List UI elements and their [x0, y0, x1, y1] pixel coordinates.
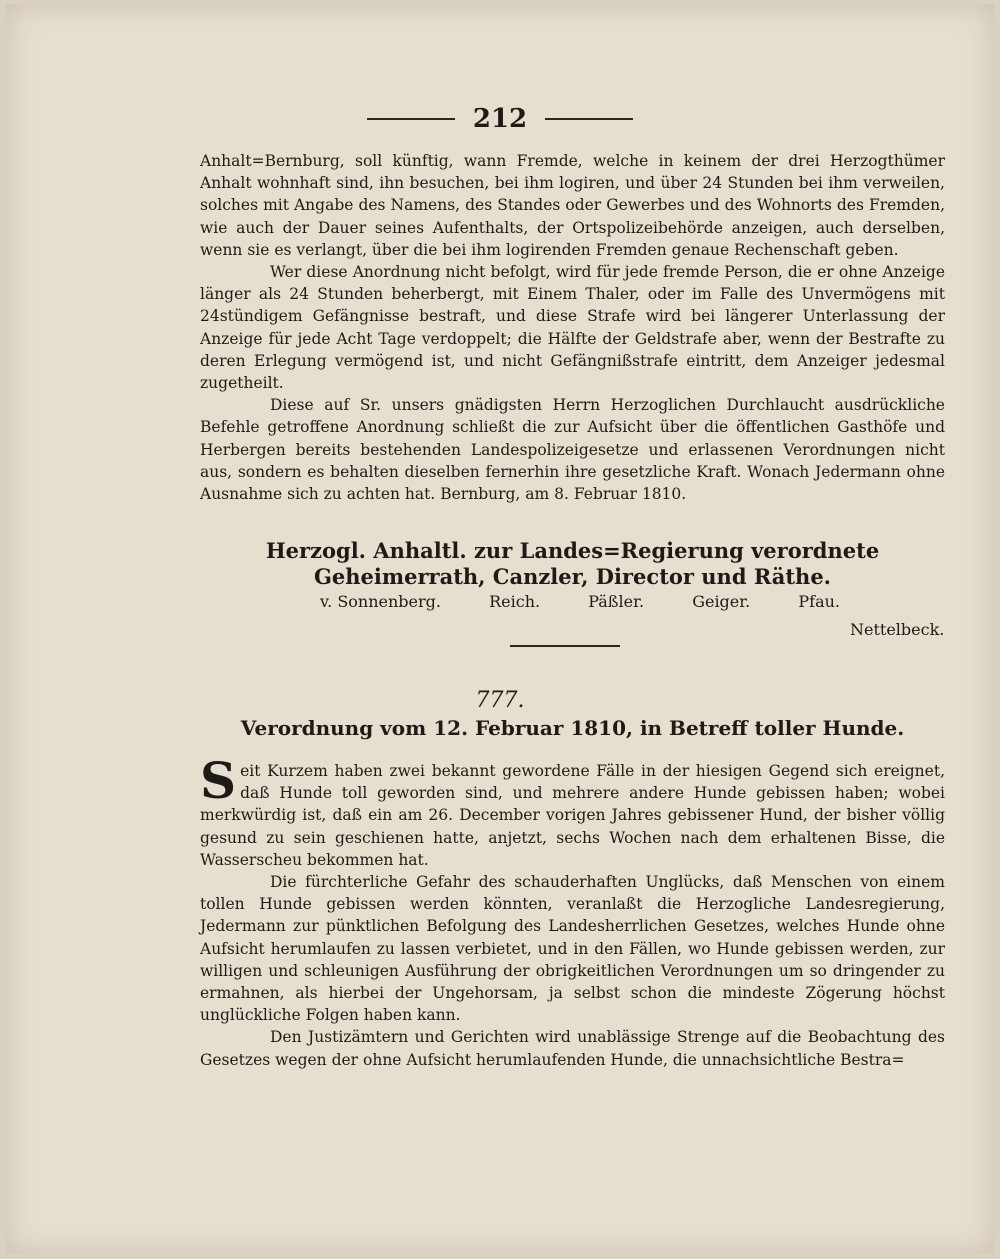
- header-rule-right: [545, 118, 633, 120]
- paragraph-text: eit Kurzem haben zwei bekannt gewordene Fälle in der hiesigen Gegend sich ereignet, daß Hunde toll geworden sind, und mehrere andere Hunde gebissen haben; wobei merkwürdig ist, daß ein am 26. December vorigen Jahres gebissener Hund, der bisher völlig gesund zu sein geschienen hatte, anjetzt, sechs Wochen nach dem erhaltenen Bisse, die Wasserscheu bekommen hat.: [200, 762, 945, 869]
- signer-list: [320, 592, 840, 611]
- signer-name: Pfau.: [798, 592, 840, 611]
- signature-title: Herzogl. Anhaltl. zur Landes=Regierung verordnete Geheimerrath, Canzler, Director und Räthe.: [265, 538, 880, 589]
- section-continued: [200, 150, 945, 505]
- paragraph: Wer diese Anordnung nicht befolgt, wird für jede fremde Person, die er ohne Anzeige länger als 24 Stunden beherbergt, mit Einem Thaler, oder im Falle des Unvermögens mit 24stündigem Gefängnisse bestraft, und diese Strafe wird bei längerer Unterlassung der Anzeige für jede Acht Tage verdoppelt; die Hälfte der Geldstrafe aber, wenn der Bestrafte zu deren Erlegung vermögend ist, und nicht Gefängnißstrafe eintritt, dem Anzeiger jedesmal zugetheilt.: [200, 263, 945, 393]
- section-divider: [510, 645, 620, 647]
- ordinance-body: [200, 751, 945, 1071]
- paragraph: [200, 751, 945, 871]
- paragraph: Den Justizämtern und Gerichten wird unablässige Strenge auf die Beobachtung des Gesetzes wegen der ohne Aufsicht herumlaufenden Hunde, die unnachsichtliche Bestra=: [200, 1028, 945, 1069]
- paragraph: Die fürchterliche Gefahr des schauderhaften Unglücks, daß Menschen von einem tollen Hunde gebissen werden könnten, veranlaßt die Herzogliche Landesregierung, Jedermann zur pünktlichen Befolgung des Landesherrlichen Gesetzes, welches Hunde ohne Aufsicht herumlaufen zu lassen verbietet, und in den Fällen, wo Hunde gebissen werden, zur willigen und schleunigen Ausführung der obrigkeitlichen Verordnungen um so dringender zu ermahnen, als hierbei der Ungehorsam, ja selbst schon die mindeste Zögerung höchst unglückliche Folgen haben kann.: [200, 873, 945, 1025]
- page-header: [0, 104, 1000, 134]
- paragraph: Anhalt=Bernburg, soll künftig, wann Fremde, welche in keinem der drei Herzogthümer Anhalt wohnhaft sind, ihn besuchen, bei ihm logiren, und über 24 Stunden bei ihm verweilen, solches mit Angabe des Namens, des Standes oder Gewerbes und des Wohnorts des Fremden, wie auch der Dauer seines Aufenthalts, der Ortspolizeibehörde anzeigen, auch derselben, wenn sie es verlangt, über die bei ihm logirenden Fremden genaue Rechenschaft geben.: [200, 152, 945, 259]
- page-number: 212: [472, 104, 528, 134]
- header-rule-left: [367, 118, 455, 120]
- signer-name: v. Sonnenberg.: [320, 592, 441, 611]
- signer-name: Reich.: [489, 592, 541, 611]
- signer-name: Geiger.: [692, 592, 751, 611]
- drop-cap: S: [200, 751, 237, 810]
- signer-name: Päßler.: [588, 592, 645, 611]
- ordinance-number: 777.: [475, 688, 525, 713]
- signer-name-last: Nettelbeck.: [850, 620, 945, 639]
- paragraph: Diese auf Sr. unsers gnädigsten Herrn Herzoglichen Durchlaucht ausdrückliche Befehle getroffene Anordnung schließt die zur Aufsicht über die öffentlichen Gasthöfe und Herbergen bereits bestehenden Landespolizeigesetze und erlassenen Verordnungen nicht aus, sondern es behalten dieselben fernerhin ihre gesetzliche Kraft. Wonach Jedermann ohne Ausnahme sich zu achten hat. Bernburg, am 8. Februar 1810.: [200, 396, 945, 504]
- ordinance-title: Verordnung vom 12. Februar 1810, in Betreff toller Hunde.: [240, 716, 905, 740]
